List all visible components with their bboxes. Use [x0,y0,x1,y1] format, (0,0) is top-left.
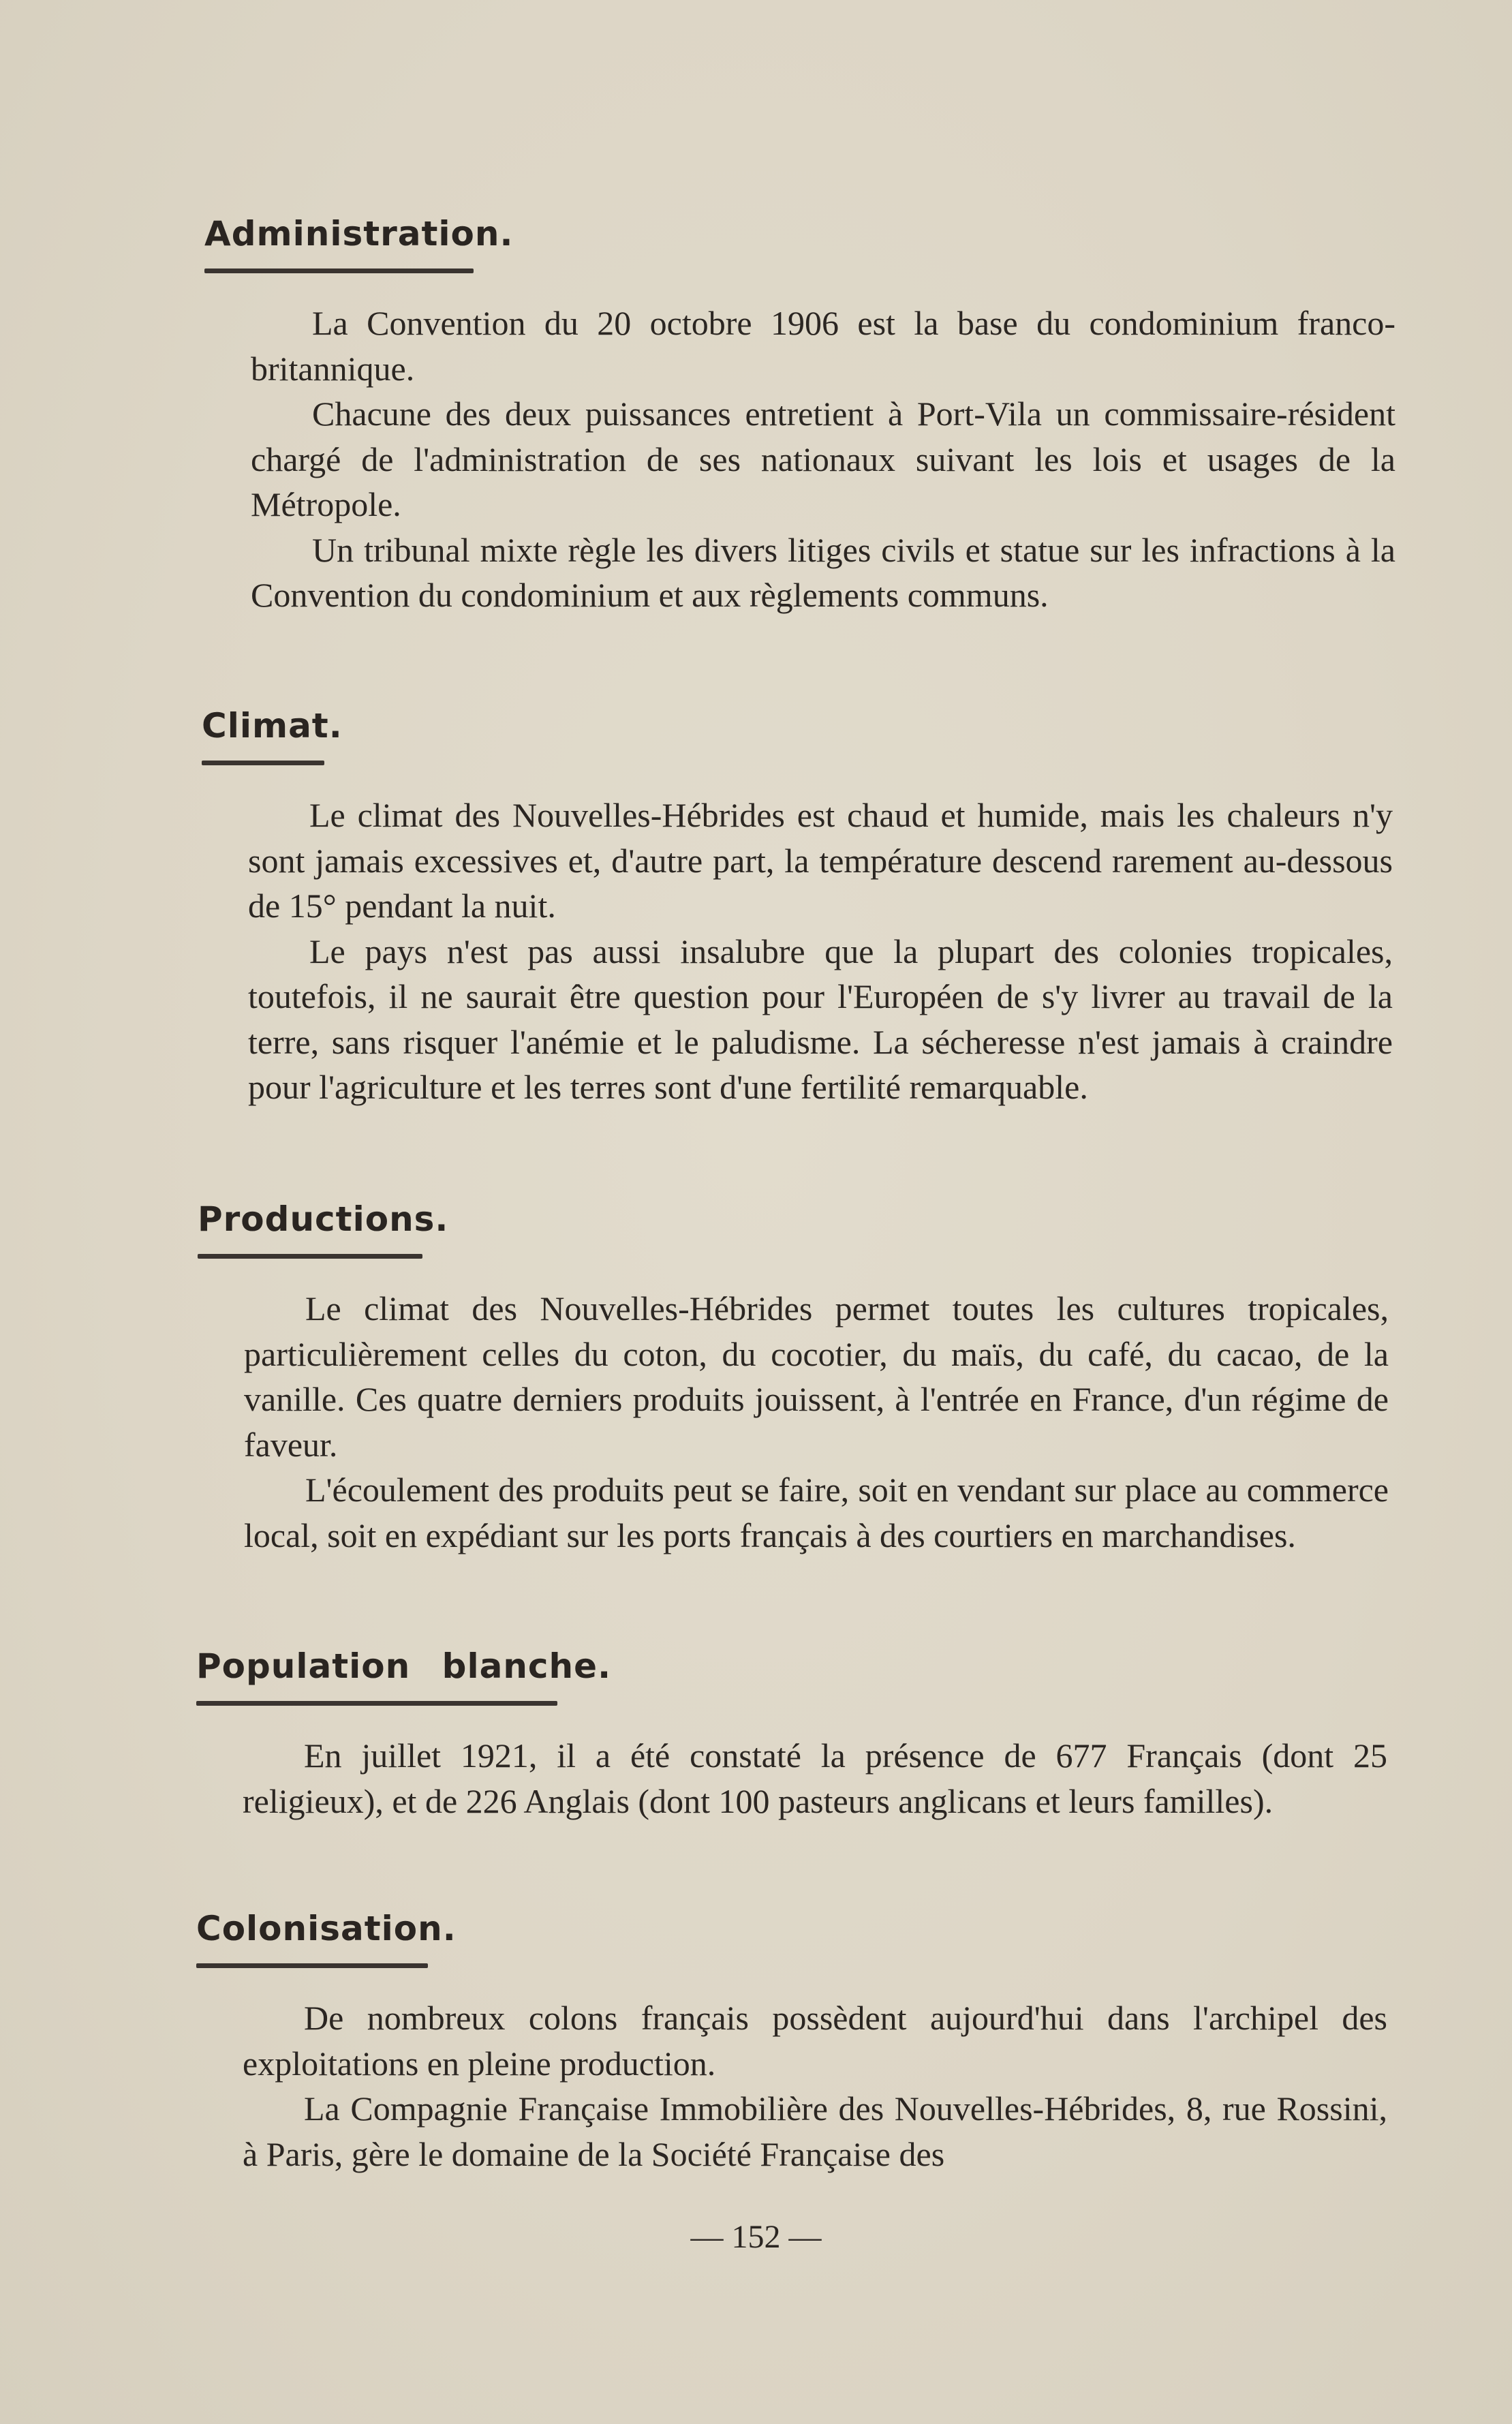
paragraph: Le climat des Nouvelles-Hébrides est chaud et humide, mais les chaleurs n'y sont jamais excessives et, d'autre part, la température descend rarement au-dessous de 15° pendant la nuit. [248,796,1393,925]
heading-underline [196,1963,428,1968]
page-number: — 152 — [690,2219,822,2255]
section-colonisation [196,1909,1387,2177]
section-administration [204,214,1395,618]
paragraph: Chacune des deux puissances entretient à Port-Vila un commissaire-résident chargé de l'administration de ses nationaux suivant les lois et usages de la Métropole. [251,395,1395,523]
section-heading: Administration. [204,214,514,254]
paragraph: L'écoulement des produits peut se faire, soit en vendant sur place au commerce local, soit en expédiant sur les ports français à des courtiers en marchandises. [244,1471,1389,1554]
section-population-blanche [196,1646,1387,1824]
paragraph: Un tribunal mixte règle les divers litiges civils et statue sur les infractions à la Convention du condominium et aux règlements communs. [251,530,1395,614]
section-heading: Climat. [202,706,343,746]
heading-underline [204,269,474,273]
section-heading: Colonisation. [196,1909,457,1948]
paragraph: Le pays n'est pas aussi insalubre que la plupart des colonies tropicales, toutefois, il ne saurait être question pour l'Européen de s'y livrer au travail de la terre, sans risquer l'anémie et le paludisme. La sécheresse n'est jamais à craindre pour l'agriculture et les terres sont d'une fertilité remarquable. [248,932,1393,1106]
heading-underline [202,761,324,765]
heading-underline [198,1254,422,1259]
heading-underline [196,1701,557,1706]
section-climat [202,706,1393,1110]
section-productions [198,1199,1389,1558]
section-heading: Population blanche. [196,1646,612,1686]
paragraph: La Compagnie Française Immobilière des Nouvelles-Hébrides, 8, rue Rossini, à Paris, gère le domaine de la Société Française des [243,2089,1387,2173]
paragraph: En juillet 1921, il a été constaté la présence de 677 Français (dont 25 religieux), et de 226 Anglais (dont 100 pasteurs anglicans et leurs familles). [243,1736,1387,1820]
paragraph: La Convention du 20 octobre 1906 est la base du condominium franco-britannique. [251,304,1395,388]
paragraph: Le climat des Nouvelles-Hébrides permet toutes les cultures tropicales, particulièrement celles du coton, du cocotier, du maïs, du café, du cacao, de la vanille. Ces quatre derniers produits jouissent, à l'entrée en France, d'un régime de faveur. [244,1289,1389,1464]
paragraph: De nombreux colons français possèdent aujourd'hui dans l'archipel des exploitations en pleine production. [243,1999,1387,2083]
section-heading: Productions. [198,1199,449,1239]
